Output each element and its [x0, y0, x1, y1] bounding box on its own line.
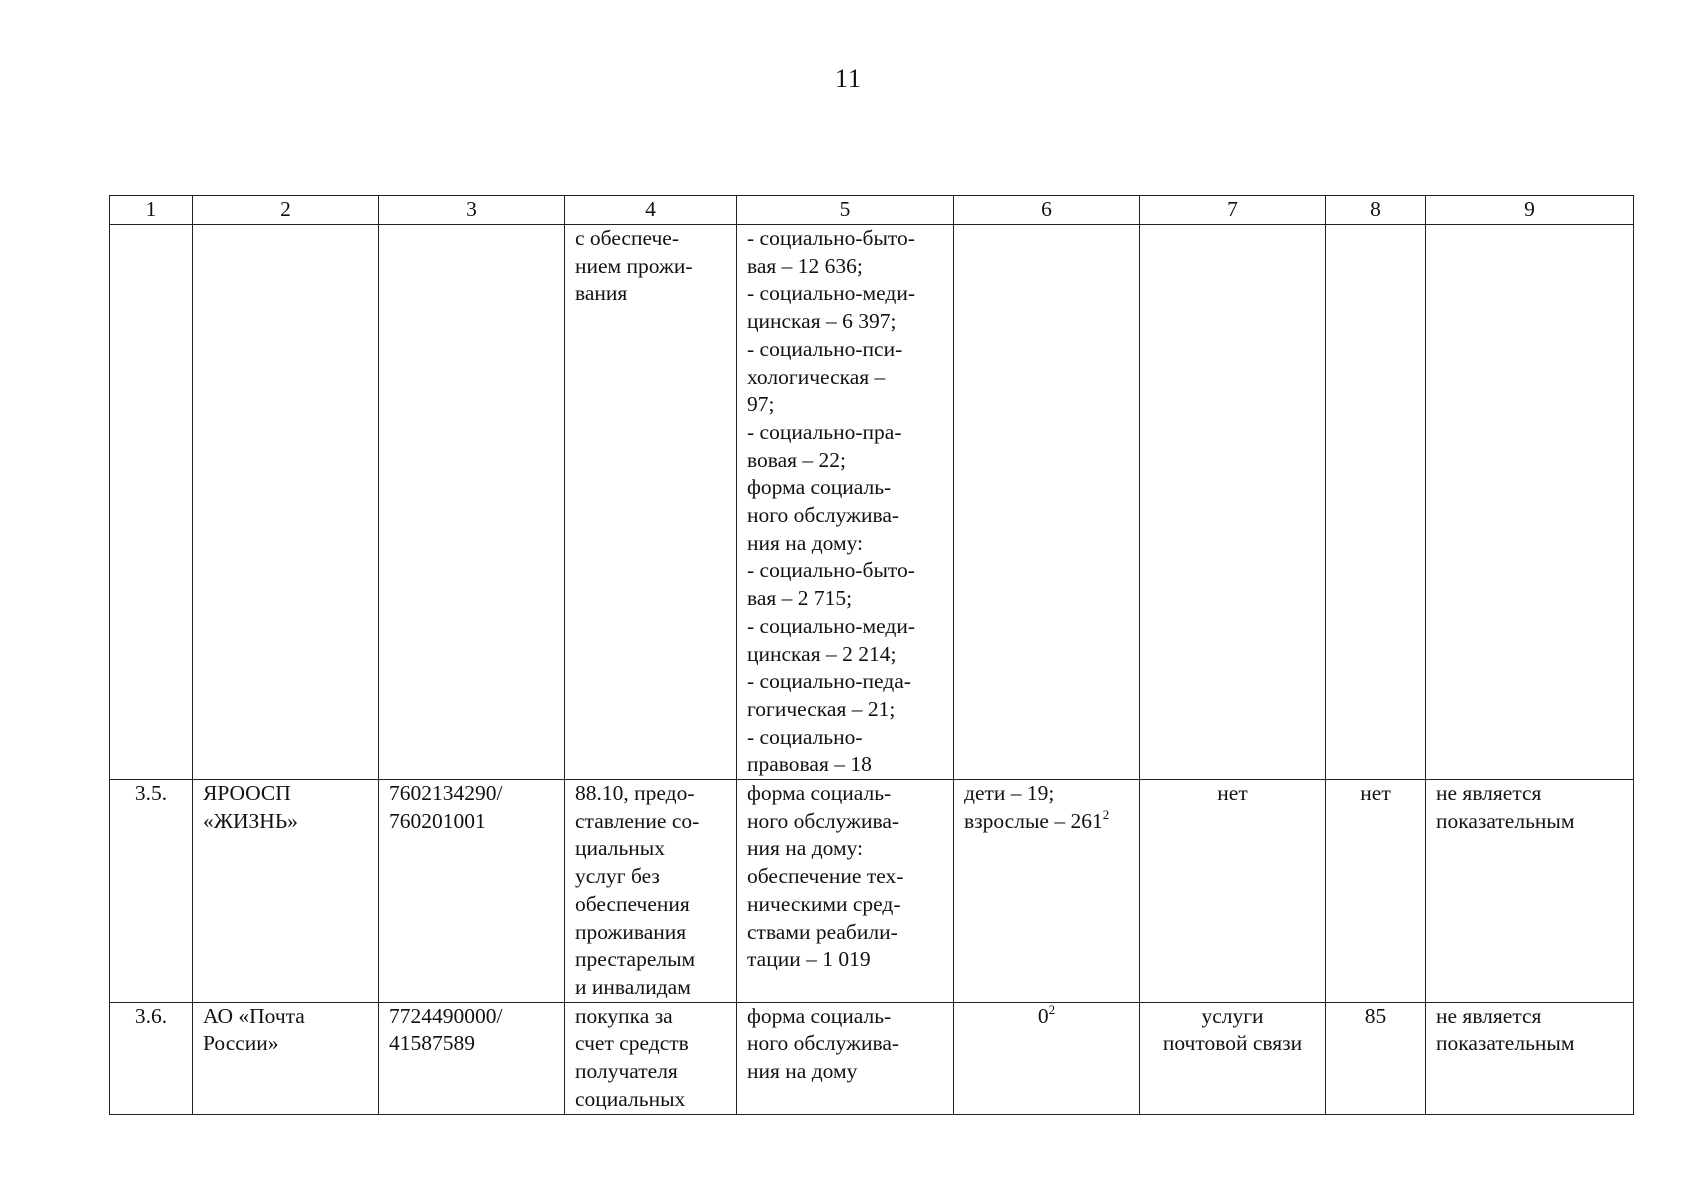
footnote-marker: 2	[1102, 806, 1110, 822]
cell-col-7: услуги почтовой связи	[1140, 1002, 1326, 1114]
recipients-adults: взрослые – 261	[964, 808, 1103, 833]
header-col-5: 5	[737, 196, 954, 225]
table-row-3-6	[110, 1002, 1634, 1114]
cell-services-continued: - социально-быто- вая – 12 636; - социально-меди- цинская – 6 397; - социально-пси- хологическая – 97; - социально-пра- вовая – 22; форма социаль- ного обслужива- ния на дому: - социально-быто- вая – 2 715; - социально-меди- цинская – 2 214; - социально-педа- гогическая – 21; - социально- правовая – 18	[737, 225, 954, 780]
header-col-8: 8	[1326, 196, 1426, 225]
cell-activity: покупка за счет средств получателя социальных	[565, 1002, 737, 1114]
cell-recipients	[954, 1002, 1140, 1114]
services-table	[109, 195, 1634, 1115]
cell-empty	[193, 225, 379, 780]
cell-activity-continued: с обеспече- нием прожи- вания	[565, 225, 737, 780]
page-number: 11	[834, 64, 863, 93]
cell-organization: ЯРООСП «ЖИЗНЬ»	[193, 780, 379, 1003]
cell-empty	[110, 225, 193, 780]
table-row-3-5	[110, 780, 1634, 1003]
cell-indicator: не является показательным	[1426, 780, 1634, 1003]
footnote-marker: 2	[1048, 1001, 1056, 1017]
recipients-children: дети – 19;	[964, 781, 1055, 806]
recipients-count: 0	[1037, 1003, 1049, 1028]
header-col-2: 2	[193, 196, 379, 225]
cell-inn-kpp: 7724490000/ 41587589	[379, 1002, 565, 1114]
cell-inn-kpp: 7602134290/ 760201001	[379, 780, 565, 1003]
header-col-7: 7	[1140, 196, 1326, 225]
cell-activity: 88.10, предо- ставление со- циальных услуг без обеспечения проживания престарелым и инвалидам	[565, 780, 737, 1003]
header-row	[110, 196, 1634, 225]
cell-row-number: 3.5.	[110, 780, 193, 1003]
header-col-1: 1	[110, 196, 193, 225]
cell-services: форма социаль- ного обслужива- ния на дому: обеспечение тех- ническими сред- ствами реабили- тации – 1 019	[737, 780, 954, 1003]
cell-services: форма социаль- ного обслужива- ния на дому	[737, 1002, 954, 1114]
header-col-6: 6	[954, 196, 1140, 225]
header-col-3: 3	[379, 196, 565, 225]
cell-empty	[954, 225, 1140, 780]
cell-indicator: не является показательным	[1426, 1002, 1634, 1114]
cell-col-7: нет	[1140, 780, 1326, 1003]
cell-empty	[379, 225, 565, 780]
cell-row-number: 3.6.	[110, 1002, 193, 1114]
cell-empty	[1140, 225, 1326, 780]
header-col-4: 4	[565, 196, 737, 225]
cell-empty	[1426, 225, 1634, 780]
header-col-9: 9	[1426, 196, 1634, 225]
table-row-continuation	[110, 225, 1634, 780]
cell-empty	[1326, 225, 1426, 780]
cell-organization: АО «Почта России»	[193, 1002, 379, 1114]
cell-col-8: нет	[1326, 780, 1426, 1003]
cell-recipients	[954, 780, 1140, 1003]
cell-col-8: 85	[1326, 1002, 1426, 1114]
